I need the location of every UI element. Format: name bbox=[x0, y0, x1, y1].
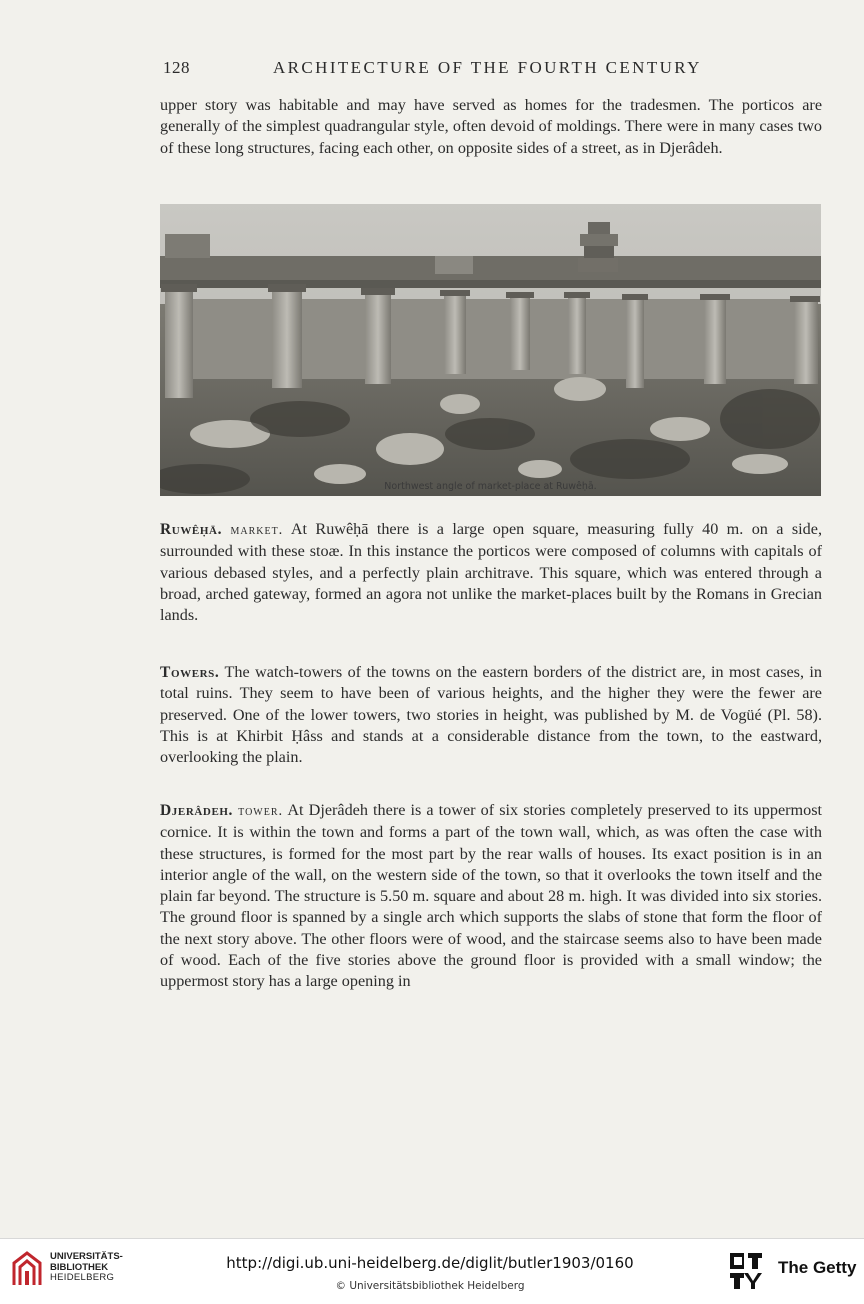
footer-bar bbox=[0, 1238, 864, 1304]
paragraph-ruweha-text: At Ruwêḥā there is a large open square, measuring fully 40 m. on a side, surrounded with these stoæ. In this instance the porticos were composed of columns with capitals of various debased styles, and a perfectly plain architrave. This square, which was entered through a broad, arched gateway, formed an agora not unlike the market-places built by the Romans in Grecian lands. bbox=[160, 520, 822, 625]
running-head bbox=[160, 58, 822, 82]
figure-caption: Northwest angle of market-place at Ruwêḥā. bbox=[384, 481, 597, 492]
section-lead-djeradeh: Djerâdeh. bbox=[160, 802, 234, 819]
section-lead-towers: Towers. bbox=[160, 664, 220, 681]
section-subtitle-tower: tower. bbox=[238, 803, 284, 819]
paragraph-towers bbox=[160, 662, 822, 768]
market-place-photo bbox=[160, 204, 821, 496]
university-library-name bbox=[50, 1252, 123, 1284]
section-lead-ruweha: Ruwêḥā. bbox=[160, 521, 223, 538]
getty-name: The Getty bbox=[778, 1258, 857, 1277]
paragraph-towers-text: The watch-towers of the towns on the eastern borders of the district are, in most cases, in total ruins. They seem to have been of various heights, and the higher they were the fewer are preserved. One of the lower towers, two stories in height, was published by M. de Vogüé (Pl. 58). This is at Khirbit Ḥâss and stands at a considerable distance from the town, to the eastward, overlooking the plain. bbox=[160, 663, 822, 767]
copyright-notice: © Universitätsbibliothek Heidelberg bbox=[335, 1280, 525, 1292]
paragraph-djeradeh-tower bbox=[160, 800, 822, 993]
library-line-3: HEIDELBERG bbox=[50, 1272, 115, 1283]
section-subtitle-market: market. bbox=[230, 522, 284, 538]
paragraph-djeradeh-text: At Djerâdeh there is a tower of six stories completely preserved to its uppermost cornice. It is within the town and forms a part of the town wall, which, as was often the case with these structures, is formed for the most part by the rear walls of houses. Its exact position is in an interior angle of the wall, on the western side of the town, so that it overlooks the town itself and the plain far beyond. The structure is 5.50 m. square and about 28 m. high. It was divided into six stories. The ground floor is spanned by a single arch which supports the slabs of stone that form the floor of the next story above. The other floors were of wood, and the staircase seems also to have been made of wood. Each of the five stories above the ground floor is provided with a small window; the uppermost story has a large opening in bbox=[160, 801, 822, 991]
ruins-illustration bbox=[160, 204, 821, 496]
getty-logo-icon bbox=[728, 1251, 764, 1291]
paragraph-ruweha-market bbox=[160, 519, 822, 626]
page-number: 128 bbox=[163, 58, 190, 77]
running-title: ARCHITECTURE OF THE FOURTH CENTURY bbox=[273, 58, 702, 77]
permalink-url[interactable]: http://digi.ub.uni-heidelberg.de/diglit/butler1903/0160 bbox=[226, 1254, 634, 1272]
university-library-logo-icon bbox=[10, 1249, 44, 1289]
library-line-2: BIBLIOTHEK bbox=[50, 1261, 109, 1273]
library-line-1: UNIVERSITÄTS- bbox=[50, 1251, 123, 1262]
paragraph-intro: upper story was habitable and may have served as homes for the tradesmen. The porticos are generally of the simplest quadrangular style, often devoid of moldings. There were in many cases two of these long structures, facing each other, on opposite sides of a street, as in Djerâdeh. bbox=[160, 96, 822, 157]
